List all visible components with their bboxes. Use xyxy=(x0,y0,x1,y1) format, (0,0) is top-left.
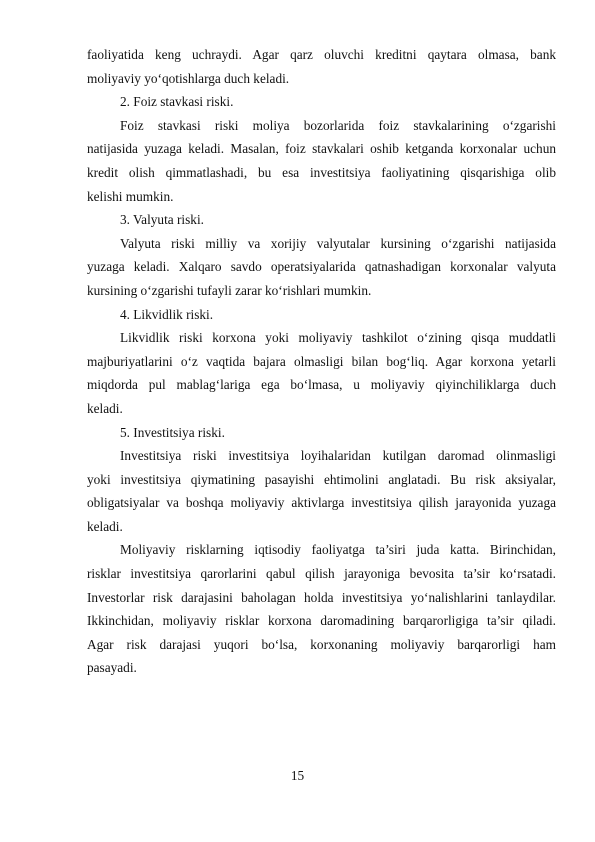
text-line: pasayadi. xyxy=(87,660,137,676)
text-line: majburiyatlarini o‘z vaqtida bajara olmasligi bilan bog‘liq. Agar korxona yetarli xyxy=(87,353,556,369)
text-line: yuzaga keladi. Xalqaro savdo operatsiyalarida qatnashadigan korxonalar valyuta xyxy=(87,259,556,275)
text-line: 4. Likvidlik riski. xyxy=(120,306,214,322)
text-line: Investorlar risk darajasini baholagan holda investitsiya yo‘nalishlarini tanlaydilar. xyxy=(87,589,556,605)
text-line: 2. Foiz stavkasi riski. xyxy=(120,94,234,110)
text-line: moliyaviy yo‘qotishlarga duch keladi. xyxy=(87,70,290,86)
text-line: Foiz stavkasi riski moliya bozorlarida foiz stavkalarining o‘zgarishi xyxy=(120,117,556,133)
text-line: Valyuta riski milliy va xorijiy valyutalar kursining o‘zgarishi natijasida xyxy=(120,235,556,251)
text-line: risklar investitsiya qarorlarini qabul qilish jarayoniga bevosita ta’sir ko‘rsatadi. xyxy=(87,566,556,582)
text-line: natijasida yuzaga keladi. Masalan, foiz stavkalari oshib ketganda korxonalar uchun xyxy=(87,141,556,157)
text-line: Investitsiya riski investitsiya loyihalaridan kutilgan daromad olinmasligi xyxy=(120,448,556,464)
text-line: Likvidlik riski korxona yoki moliyaviy tashkilot o‘zining qisqa muddatli xyxy=(120,330,556,346)
text-line: keladi. xyxy=(87,518,123,534)
text-line: kredit olish qimmatlashadi, bu esa investitsiya faoliyatining qisqarishiga olib xyxy=(87,164,556,180)
text-line: kursining o‘zgarishi tufayli zarar ko‘rishlari mumkin. xyxy=(87,282,372,298)
text-line: yoki investitsiya qiymatining pasayishi ehtimolini anglatadi. Bu risk aksiyalar, xyxy=(87,471,556,487)
text-line: 3. Valyuta riski. xyxy=(120,212,204,228)
document-body xyxy=(87,43,556,680)
text-line: keladi. xyxy=(87,400,123,416)
text-line: 5. Investitsiya riski. xyxy=(120,424,225,440)
text-line: faoliyatida keng uchraydi. Agar qarz oluvchi kreditni qaytara olmasa, bank xyxy=(87,47,556,62)
text-line: Ikkinchidan, moliyaviy risklar korxona daromadining barqarorligiga ta’sir qiladi. xyxy=(87,613,556,629)
text-line: Moliyaviy risklarning iqtisodiy faoliyatga ta’siri juda katta. Birinchidan, xyxy=(120,542,556,558)
text-line: Agar risk darajasi yuqori bo‘lsa, korxonaning moliyaviy barqarorligi ham xyxy=(87,636,556,652)
text-line: obligatsiyalar va boshqa moliyaviy aktivlarga investitsiya qilish jarayonida yuzaga xyxy=(87,495,556,511)
text-line: kelishi mumkin. xyxy=(87,188,174,204)
page-number: 15 xyxy=(290,768,305,783)
text-line: miqdorda pul mablag‘lariga ega bo‘lmasa, u moliyaviy qiyinchiliklarga duch xyxy=(87,377,556,393)
